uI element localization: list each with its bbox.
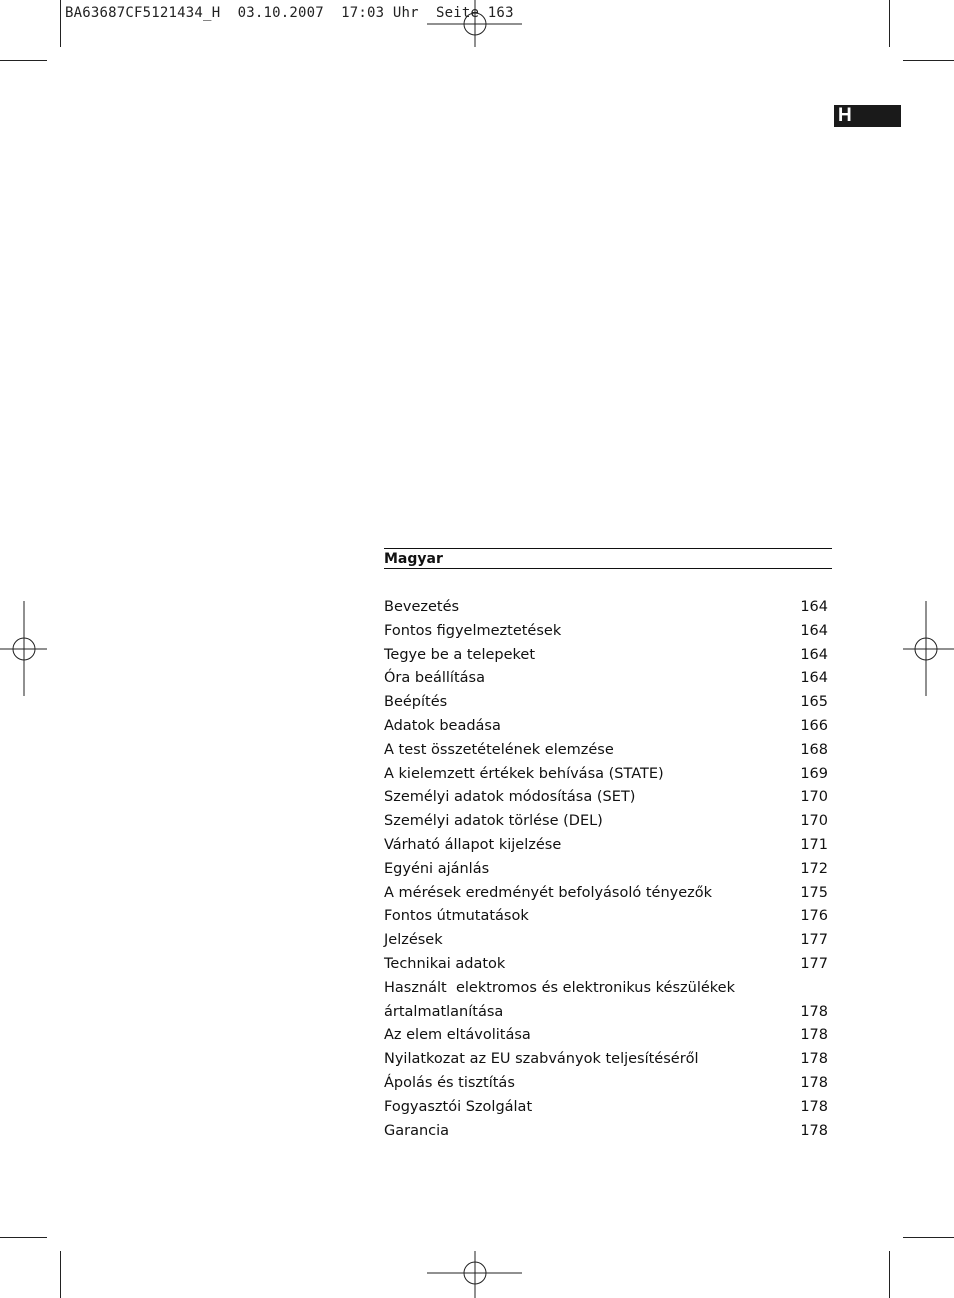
toc-entry xyxy=(384,977,828,1001)
toc-entry-title: Fogyasztói Szolgálat xyxy=(384,1098,533,1115)
toc-entry xyxy=(384,715,828,739)
toc-entry-title: A kielemzett értékek behívása (STATE) xyxy=(384,765,664,782)
toc-entry xyxy=(384,953,828,977)
registration-mark-bottom xyxy=(427,1251,522,1298)
toc-entry-title: A mérések eredményét befolyásoló tényezők xyxy=(384,884,713,901)
toc-entry xyxy=(384,858,828,882)
language-tab: H xyxy=(834,105,901,127)
toc-entry-page: 172 xyxy=(800,860,828,877)
toc-entry xyxy=(384,739,828,763)
toc-entry-page: 164 xyxy=(800,646,828,663)
toc-entry xyxy=(384,691,828,715)
toc-entry-page: 170 xyxy=(800,789,828,806)
table-of-contents xyxy=(384,596,828,1143)
toc-entry xyxy=(384,644,828,668)
toc-entry xyxy=(384,1001,828,1025)
toc-entry-title: ártalmatlanítása xyxy=(384,1003,504,1020)
toc-entry-page: 178 xyxy=(800,1003,828,1020)
toc-entry-title: Személyi adatok módosítása (SET) xyxy=(384,789,636,806)
toc-entry-title: A test összetételének elemzése xyxy=(384,741,614,758)
toc-entry xyxy=(384,786,828,810)
toc-entry-title: Ápolás és tisztítás xyxy=(384,1074,515,1091)
toc-entry xyxy=(384,834,828,858)
toc-entry-title: Fontos útmutatások xyxy=(384,908,529,925)
toc-entry-title: Várható állapot kijelzése xyxy=(384,836,562,853)
toc-entry-page: 171 xyxy=(800,836,828,853)
section-rule-bottom xyxy=(384,568,832,569)
toc-entry xyxy=(384,1096,828,1120)
toc-entry-title: Tegye be a telepeket xyxy=(384,646,536,663)
toc-entry-page: 168 xyxy=(800,741,828,758)
section-rule-top xyxy=(384,548,832,549)
toc-entry-page: 177 xyxy=(800,932,828,949)
toc-entry-title: Egyéni ajánlás xyxy=(384,860,490,877)
toc-entry xyxy=(384,596,828,620)
toc-entry-title: Az elem eltávolitása xyxy=(384,1027,531,1044)
toc-entry-page: 164 xyxy=(800,622,828,639)
toc-entry xyxy=(384,905,828,929)
toc-entry-title: Beépítés xyxy=(384,694,448,711)
toc-entry xyxy=(384,929,828,953)
toc-entry-title: Jelzések xyxy=(384,932,443,949)
toc-entry-title: Bevezetés xyxy=(384,599,460,615)
toc-entry xyxy=(384,882,828,906)
toc-entry-title: Óra beállítása xyxy=(384,670,485,687)
toc-entry-page: 164 xyxy=(800,599,828,615)
section-title: Magyar xyxy=(384,551,443,567)
toc-entry-page: 177 xyxy=(800,955,828,972)
registration-mark-left xyxy=(0,601,47,696)
toc-entry-page: 175 xyxy=(800,884,828,901)
toc-entry-title: Személyi adatok törlése (DEL) xyxy=(384,813,603,830)
print-header: BA63687CF5121434_H 03.10.2007 17:03 Uhr Seite 163 xyxy=(65,5,514,21)
toc-entry-page: 166 xyxy=(800,717,828,734)
toc-entry-page: 178 xyxy=(800,1074,828,1091)
toc-entry xyxy=(384,1048,828,1072)
toc-entry-page: 178 xyxy=(800,1051,828,1068)
toc-entry-page: 170 xyxy=(800,813,828,830)
toc-entry-title: Adatok beadása xyxy=(384,717,501,734)
toc-entry-page: 178 xyxy=(800,1122,828,1139)
toc-entry-title: Garancia xyxy=(384,1122,450,1139)
toc-entry-page: 164 xyxy=(800,670,828,687)
toc-entry xyxy=(384,1024,828,1048)
toc-entry-page: 178 xyxy=(800,1027,828,1044)
toc-entry xyxy=(384,810,828,834)
toc-entry xyxy=(384,620,828,644)
toc-entry xyxy=(384,1072,828,1096)
toc-entry-page: 169 xyxy=(800,765,828,782)
toc-entry xyxy=(384,763,828,787)
toc-entry-title: Fontos figyelmeztetések xyxy=(384,622,562,639)
toc-entry xyxy=(384,667,828,691)
toc-entry xyxy=(384,1120,828,1144)
toc-entry-title: Használt elektromos és elektronikus készülékek xyxy=(384,979,735,996)
toc-entry-page: 165 xyxy=(800,694,828,711)
toc-entry-page: 178 xyxy=(800,1098,828,1115)
toc-entry-title: Nyilatkozat az EU szabványok teljesítéséről xyxy=(384,1051,699,1068)
toc-entry-page: 176 xyxy=(800,908,828,925)
toc-entry-title: Technikai adatok xyxy=(384,955,506,972)
registration-mark-right xyxy=(903,601,954,696)
